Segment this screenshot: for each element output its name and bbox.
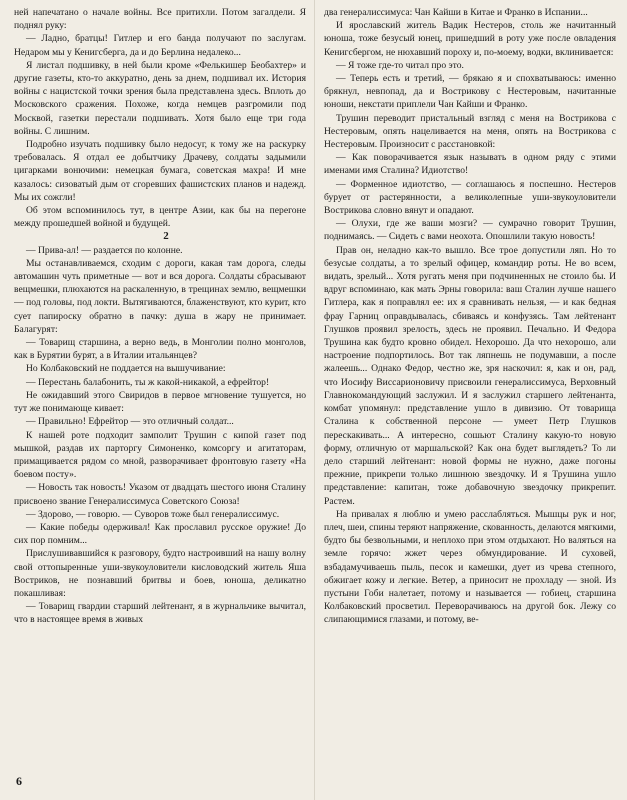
left-column <box>14 6 306 794</box>
paragraph: Но Колбаковский не поддается на вышучивание: <box>26 363 226 375</box>
paragraph: Не ожидавший этого Свиридов в первое мгновение тушуется, но тут же понимающе кивает: <box>14 389 306 415</box>
paragraph: Прислушивавшийся к разговору, будто настроивший на нашу волну свой оттопыренные уши-звукоуловители кисловодский житель Яша Востриков, не познавший бритвы и боев, юноша, деликатно покашливая: <box>14 548 306 599</box>
paragraph: Трушин переводит пристальный взгляд с меня на Вострикова с Нестеровым, опять нацеливается на меня, опять на Вострикова с Нестеровым. Произносит с расстановкой: <box>324 112 616 151</box>
paragraph: — Перестань балабонить, ты ж какой-никакой, а ефрейтор! <box>26 376 270 388</box>
paragraph: К нашей роте подходит замполит Трушин с кипой газет под мышкой, раздав их парторгу Симоненко, комсоргу и агитаторам, примащивается рядом со мной, разворачивает фронтовую газету «На боевом посту». <box>14 429 306 481</box>
paragraph: два генералиссимуса: Чан Кайши в Китае и Франко в Испании... <box>324 7 588 18</box>
right-column <box>324 6 616 794</box>
paragraph: — Товарищ гвардии старший лейтенант, я в журнальчике вычитал, что в настоящее время в живых <box>14 601 306 626</box>
paragraph: Мы останавливаемся, сходим с дороги, какая там дорога, следы автомашин чуть приметные — вот и вся дорога. Солдаты сбрасывают вещмешки, плюхаются на раскаленную, в трещинах землю, вещмешки — под головы, под локти. Вытягиваются, блаженствуют, кто курит, кто сует папироску обратно в пачку: душа в жару не принимает. Балагурят: <box>14 257 306 335</box>
paragraph: — Ладно, братцы! Гитлер и его банда получают по заслугам. Недаром мы у Кенигсберга, да и до Берлина недалеко... <box>14 33 306 58</box>
paragraph: — Здорово, — говорю. — Суворов тоже был генералиссимус. <box>26 508 280 520</box>
paragraph: И ярославский житель Вадик Нестеров, столь же начитанный юноша, тоже безусый юнец, пришедший в роту уже после овладения Кенигсбергом, не нюхавший пороху и, по-моему, водки, вклинивается: <box>324 20 616 58</box>
paragraph: — Олухи, где же ваши мозги? — сумрачно говорит Трушин, поднимаясь. — Сидеть с вами неохота. Опошлили такую новость! <box>324 218 616 243</box>
paragraph: — Правильно! Ефрейтор — это отличный солдат... <box>26 416 234 428</box>
paragraph: ней напечатано о начале войны. Все притихли. Потом загалдели. Я поднял руку: <box>14 7 306 32</box>
paragraph: На привалах я люблю и умею расслабляться. Мышцы рук и ног, плеч, шеи, спины теряют напряжение, скованность, делаются мягкими, будто бы безвольными, и неплохо при этом отдыхают. Но валяться на земле горячо: жжет через обмундирование. И суховей, взбадамучиваешь пыль, песок и камешки, дует из чрева степного, обжигает кожу и легкие. Ветер, а приносит не прохладу — зной. Из пустыни Гоби налетает, потому и называется — гобиец, старшина Колбаковский просветил. Переворачиваюсь на другой бок. Лежу со слипающимися глазами, и потому, ве- <box>324 508 616 626</box>
paragraph: Прав он, неладно как-то вышло. Все трое допустили ляп. Но то безусые солдаты, а то зрелый офицер, командир роты. Не во всем, видать, зрелый... Хотя ругать меня при подчиненных не стоило бы. И вдруг вспоминаю, как мать Эрны говорила: ваш Сталин лучше нашего Гитлера, как я поправлял ее: их я сравнивать нельзя, — и как бедная фрау Гарниц оправдывалась, сбиваясь и конфузясь. Там лейтенант Глушков проявил зрелость, здесь не проявил. Печально. И Федора Трушина как будто кровно обидел. Нехорошо. Да что нехорошо, али настроение подпортилось. Вот так ляпнешь не подумавши, а после жалеешь... Однако Федор, честно же, зря наскочил: я, как и он, рад, что Иосифу Виссарионовичу присвоили генералиссимуса, Верховный Главнокомандующий заслужил. И я заслужил старшего лейтенанта, комбат упомянул: представление ушло в дивизию. От товарища Сталина к собственной персоне — умеет Петр Глушков перескакивать... А интересно, сошьют Сталину какую-то новую форму, отличную от маршальской? Как она будет выглядеть? То ли дело старший лейтенант: новой формы не нужно, даже погоны прежние, прикрепи только лишнюю звездочку. И я Трушина ушло представление: капитан, тоже добавочную звездочку прикрепит. Растем. <box>324 244 616 507</box>
column-gutter <box>314 0 315 800</box>
paragraph: — Какие победы одерживал! Как прославил русское оружие! До сих пор помним... <box>14 521 306 547</box>
paragraph: — Форменное идиотство, — соглашаюсь я поспешно. Нестеров бурует от растерянности, а великолепные уши-звукоуловители Вострикова словно вянут и опадают. <box>324 178 616 217</box>
section-number: 2 <box>163 230 169 243</box>
page-number: 6 <box>16 774 22 788</box>
paragraph: Подробно изучать подшивку было недосуг, к тому же на раскурку требовалась. Я отдал ее добытчику Драчеву, солдаты задымили цигарками вонючими: немецкая бумага, советская махра! И мне казалось: сизоватый дым от сгоревших фашистских планов и надежд. Мы их сожгли! <box>14 139 306 203</box>
paragraph: — Товарищ старшина, а верно ведь, в Монголии полно монголов, как в Бурятии бурят, а в Италии итальянцев? <box>14 337 306 362</box>
paragraph: — Я тоже где-то читал про это. <box>336 59 464 71</box>
paragraph: Об этом вспоминилось тут, в центре Азии, как бы на перегоне между прошедшей войной и будущей. <box>14 205 306 230</box>
paragraph: — Новость так новость! Указом от двадцать шестого июня Сталину присвоено звание Генералиссимуса Советского Союза! <box>14 482 306 507</box>
paragraph: — Теперь есть и третий, — брякаю я и спохватываюсь: именно брякнул, невпопад, да и Вострикову с Нестеровым, начитанные юноши, некстати приплели Чан Кайши и Франко. <box>324 73 616 111</box>
paragraph: — Прива-ал! — раздается по колонне. <box>26 244 183 256</box>
paragraph: Я листал подшивку, в ней были кроме «Фелькишер Беобахтер» и другие газеты, кто-то аккуратно, день за днем, подшивал их. История войны с нацистской точки зрения была представлена здесь. Вплоть до Московского сражения. Похоже, когда немцев разгромили под Москвой, газетки перестали подшивать. Хотя было еще три года войны. С лишним. <box>14 59 306 137</box>
left-column-section-text <box>14 244 306 627</box>
right-column-text <box>324 6 616 627</box>
left-column-intro <box>14 6 306 230</box>
paragraph: — Как поворачивается язык называть в одном ряду с этими именами имя Сталина? Идиотство! <box>324 152 616 177</box>
